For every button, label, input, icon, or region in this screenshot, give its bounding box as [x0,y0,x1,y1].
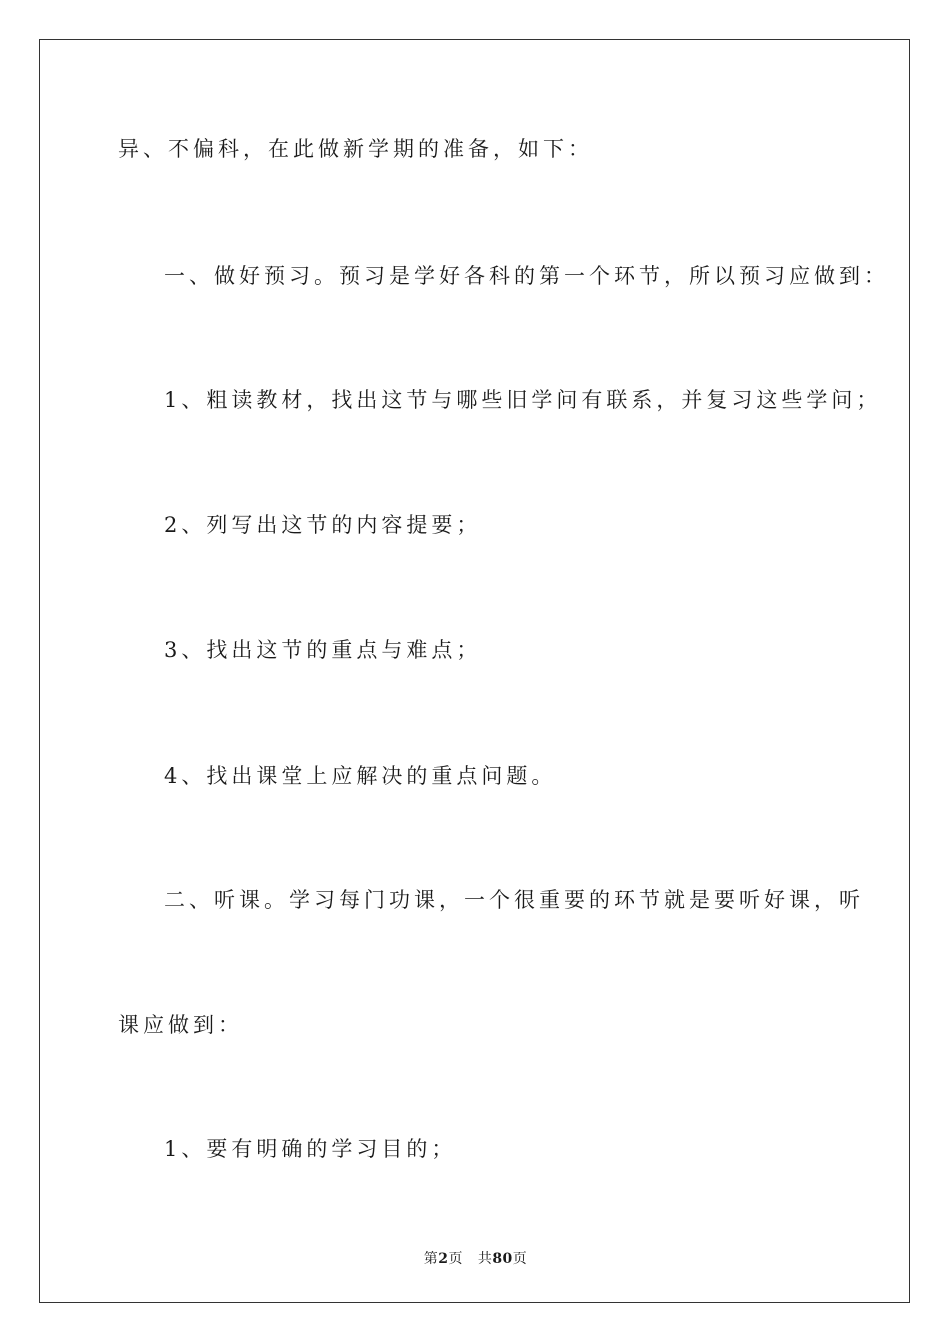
paragraph-line: 4、找出课堂上应解决的重点问题。 [164,764,557,788]
total-prefix: 共 [477,1251,493,1267]
total-pages: 80 [492,1251,513,1267]
paragraph-line: 3、找出这节的重点与难点； [164,638,482,662]
paragraph-line: 一、做好预习。预习是学好各科的第一个环节，所以预习应做到： [164,264,889,288]
page-number: 2 [438,1251,449,1267]
page-footer [40,1248,911,1268]
paragraph-line: 课应做到： [118,1013,243,1037]
paragraph-line: 1、粗读教材，找出这节与哪些旧学问有联系，并复习这些学问； [164,388,882,412]
paragraph-line: 2、列写出这节的内容提要； [164,513,482,537]
page-frame [39,39,910,1303]
paragraph-line: 1、要有明确的学习目的； [164,1137,457,1161]
page-prefix: 第 [423,1251,439,1267]
page-suffix: 页 [448,1251,463,1267]
total-suffix: 页 [512,1251,528,1267]
paragraph-line: 二、听课。学习每门功课，一个很重要的环节就是要听好课，听 [164,888,864,912]
paragraph-line: 异、不偏科，在此做新学期的准备，如下： [118,137,593,161]
